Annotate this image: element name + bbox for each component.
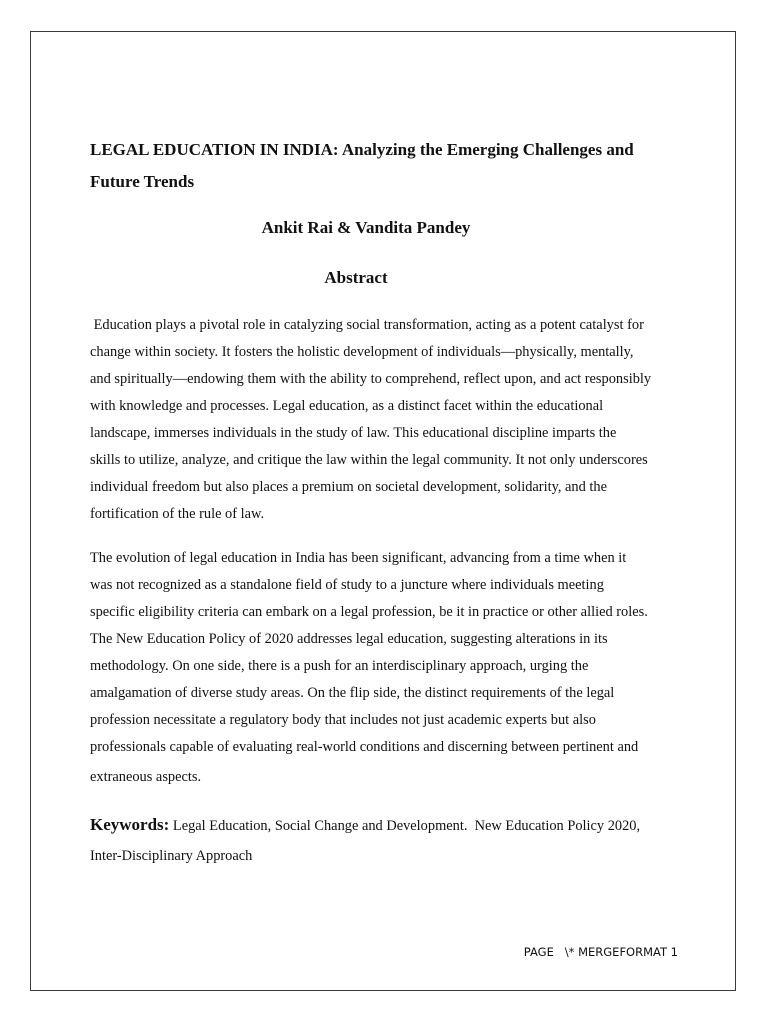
body-line: The evolution of legal education in India has been significant, advancing from a time when it — [90, 550, 627, 566]
abstract-line: fortification of the rule of law. — [90, 506, 265, 522]
body-line: amalgamation of diverse study areas. On the flip side, the distinct requirements of the legal — [90, 685, 615, 701]
keywords-list: Legal Education, Social Change and Development. New Education Policy 2020, — [169, 818, 641, 834]
keywords-list-continued: Inter-Disciplinary Approach — [90, 848, 253, 864]
abstract-line: individual freedom but also places a premium on societal development, solidarity, and the — [90, 479, 607, 495]
keywords — [90, 810, 690, 871]
paper-title-line-1: LEGAL EDUCATION IN INDIA: Analyzing the Emerging Challenges and — [90, 140, 634, 159]
body-line: profession necessitate a regulatory body that includes not just academic experts but also — [90, 712, 596, 728]
abstract-line: Education plays a pivotal role in catalyzing social transformation, acting as a potent catalyst for — [90, 317, 644, 333]
body-line: was not recognized as a standalone field of study to a juncture where individuals meeting — [90, 577, 604, 593]
body-line: The New Education Policy of 2020 addresses legal education, suggesting alterations in its — [90, 631, 608, 647]
body-line: extraneous aspects. — [90, 769, 202, 785]
abstract-heading: Abstract — [324, 268, 388, 287]
body-line: specific eligibility criteria can embark on a legal profession, be it in practice or other allied roles. — [90, 604, 648, 620]
authors: Ankit Rai & Vandita Pandey — [261, 218, 471, 237]
abstract-line: change within society. It fosters the holistic development of individuals—physically, mentally, — [90, 344, 634, 360]
abstract-line: and spiritually—endowing them with the ability to comprehend, reflect upon, and act responsibly — [90, 371, 652, 387]
paper-title — [90, 134, 690, 197]
abstract-line: landscape, immerses individuals in the study of law. This educational discipline imparts the — [90, 425, 617, 441]
body-line: professionals capable of evaluating real-world conditions and discerning between pertinent and — [90, 739, 639, 755]
body-line: methodology. On one side, there is a push for an interdisciplinary approach, urging the — [90, 658, 589, 674]
abstract-line: with knowledge and processes. Legal education, as a distinct facet within the educational — [90, 398, 604, 414]
keywords-label: Keywords: — [90, 815, 170, 834]
abstract-line: skills to utilize, analyze, and critique the law within the legal community. It not only underscores — [90, 452, 648, 468]
page-footer: PAGE \* MERGEFORMAT 1 — [523, 945, 678, 959]
body-paragraph — [90, 545, 682, 791]
abstract-paragraph — [90, 312, 682, 528]
paper-title-line-2: Future Trends — [90, 171, 195, 191]
